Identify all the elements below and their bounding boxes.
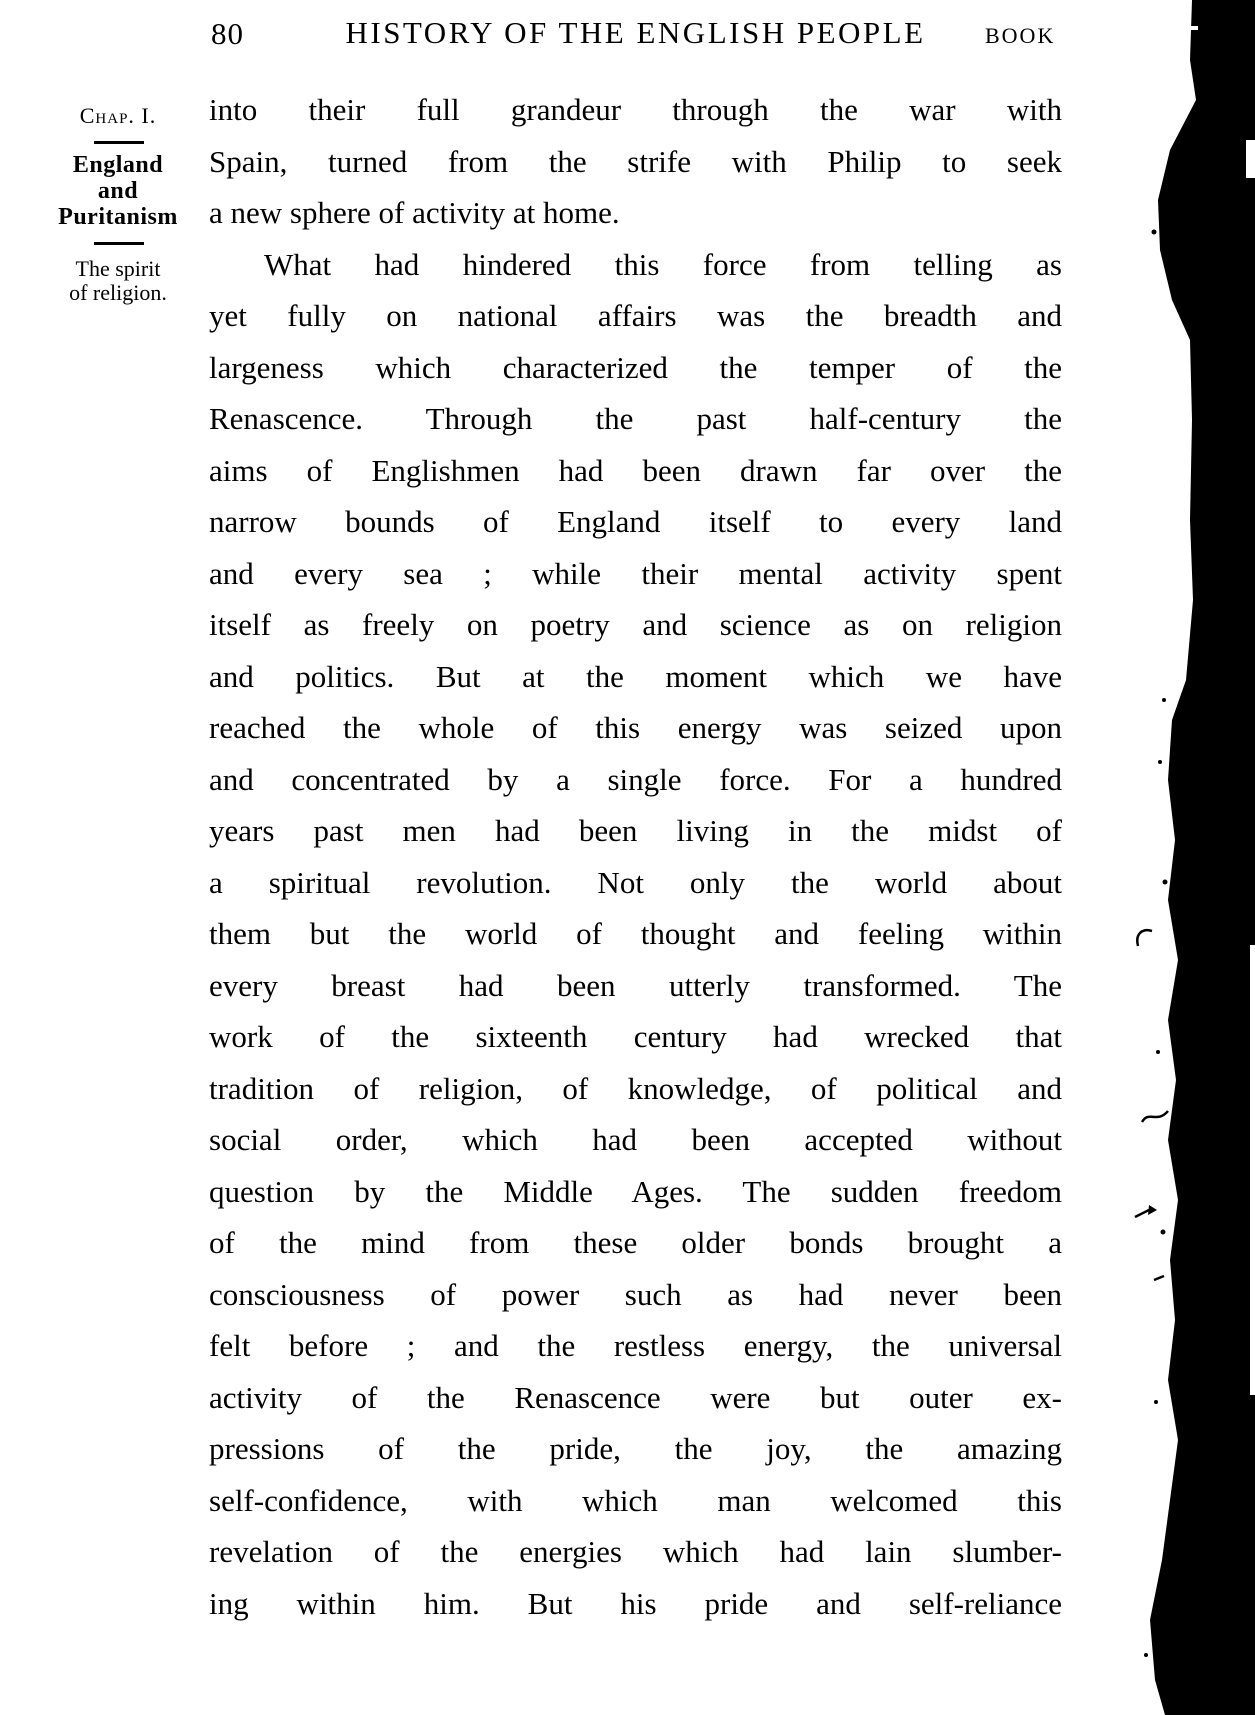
text-line: question by the Middle Ages. The sudden freedom [209,1173,1062,1209]
text-line: Renascence. Through the past half-century the [209,401,1062,436]
text-line: social order, which had been accepted without [209,1122,1062,1157]
scan-white-nicks [1188,26,1255,1395]
margin-rule [94,141,144,144]
text-line: self-confidence, with which man welcomed this [209,1482,1062,1518]
text-line: felt before ; and the restless energy, the universal [209,1328,1062,1363]
text-line: What had hindered this force from telling as [264,246,1062,282]
text-line: them but the world of thought and feeling within [209,916,1062,951]
margin-note-line: Chap. I. [79,103,157,128]
margin-note-line: of religion. [69,279,167,305]
margin-note-line: The spirit [75,256,161,281]
text-line: pressions of the pride, the joy, the amazing [209,1431,1062,1466]
text-line: every breast had been utterly transformed. The [209,967,1062,1003]
text-line: aims of Englishmen had been drawn far over the [209,452,1062,488]
text-line: and concentrated by a single force. For a hundred [209,761,1062,797]
text-line: years past men had been living in the midst of [209,813,1062,848]
scan-edge-band [1150,0,1255,1715]
margin-note-line: England [72,152,164,178]
text-line: yet fully on national affairs was the breadth and [209,298,1062,333]
chapter-heading [42,103,194,129]
text-line: ing within him. But his pride and self-reliance [209,1585,1062,1621]
text-line: work of the sixteenth century had wrecked that [209,1019,1062,1054]
text-line: and politics. But at the moment which we have [209,658,1062,694]
text-line: reached the whole of this energy was seized upon [209,710,1062,745]
text-line: narrow bounds of England itself to every land [209,504,1062,539]
scan-speckles [1144,168,1182,1657]
text-line: into their full grandeur through the war with [209,92,1062,127]
body-text [209,84,1062,1629]
ink-arrowhead-mark [1148,1205,1157,1215]
margin-note-line: and [97,178,139,204]
book-signature-label: BOOK [985,23,1056,48]
side-note [42,257,194,304]
text-line: a spiritual revolution. Not only the world about [209,864,1062,900]
ink-dash-mark [1154,1276,1164,1280]
text-line: and every sea ; while their mental activity spent [209,555,1062,591]
text-line: a new sphere of activity at home. [209,195,620,230]
ink-arrow-mark [1135,1210,1149,1217]
scan-artifacts [1130,0,1255,1715]
ink-swoosh-mark [1142,1111,1168,1122]
text-line: of the mind from these older bonds brought a [209,1225,1062,1260]
margin-note-line: Puritanism [58,204,178,230]
text-line: Spain, turned from the strife with Philip to seek [209,143,1062,179]
ink-marks [1135,930,1168,1280]
ink-hook-mark [1137,930,1152,946]
text-line: tradition of religion, of knowledge, of political and [209,1070,1062,1106]
text-line: revelation of the energies which had lain slumber- [209,1534,1062,1569]
margin-rule [94,242,144,245]
running-title: HISTORY OF THE ENGLISH PEOPLE [345,15,926,50]
text-line: itself as freely on poetry and science as on religion [209,607,1062,642]
text-line: largeness which characterized the temper of the [209,349,1062,385]
page-number: 80 [211,16,244,51]
section-heading [42,152,194,230]
text-line: activity of the Renascence were but outer ex- [209,1379,1062,1415]
text-line: consciousness of power such as had never been [209,1276,1062,1312]
running-header [0,0,1255,60]
